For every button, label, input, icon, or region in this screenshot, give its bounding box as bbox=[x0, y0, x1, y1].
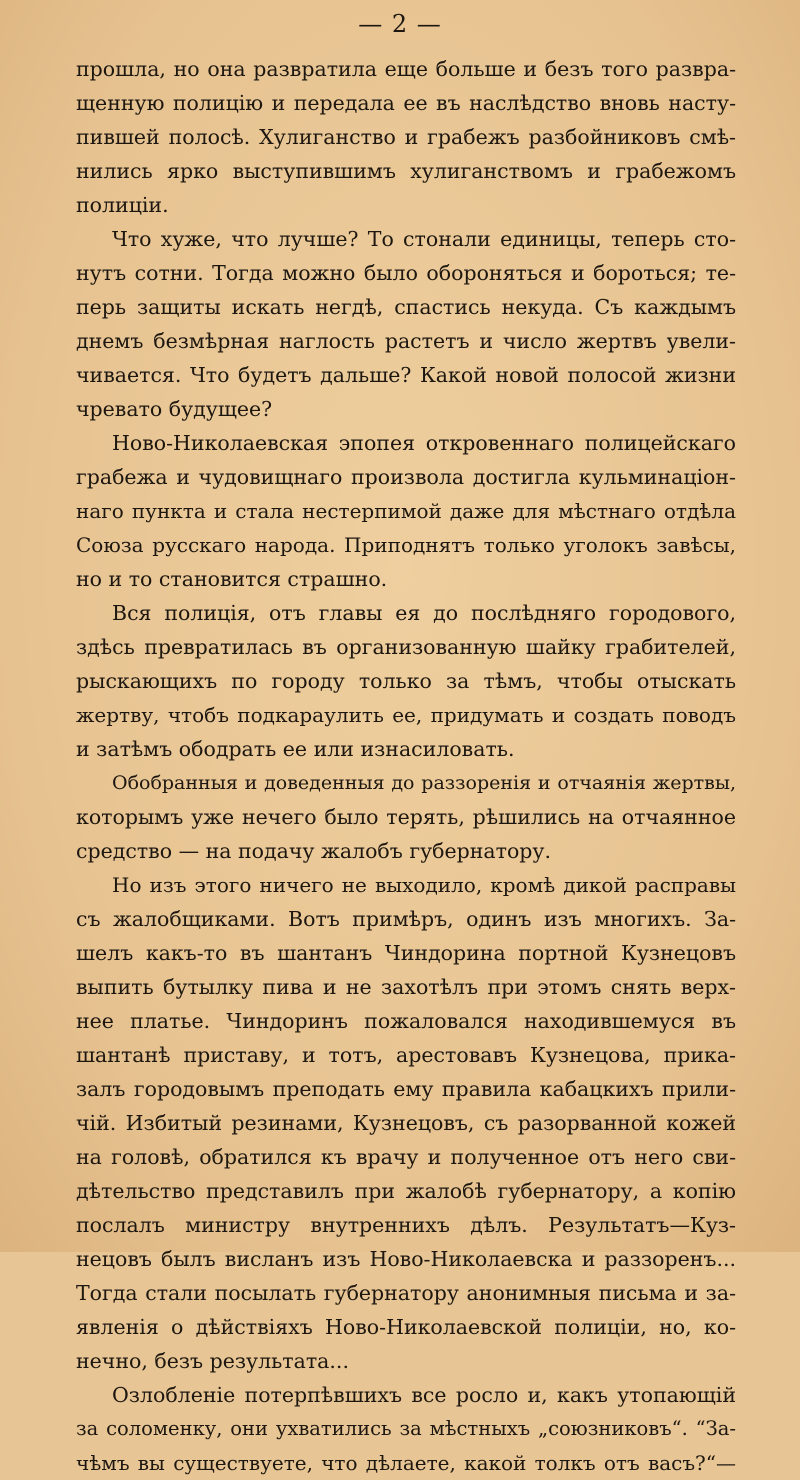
text-line: Вся полиція, отъ главы ея до послѣдняго городового, bbox=[112, 601, 736, 625]
text-line: средство — на подачу жалобъ губернатору. bbox=[76, 839, 551, 863]
text-line: шантанѣ приставу, и тотъ, арестовавъ Кузнецова, прика- bbox=[76, 1043, 736, 1067]
text-line: прошла, но она развратила еще больше и безъ того развра- bbox=[76, 57, 736, 81]
text-line: Что хуже, что лучше? То стонали единицы, теперь сто- bbox=[112, 227, 736, 251]
text-line: на головѣ, обратился къ врачу и полученное отъ него сви- bbox=[76, 1145, 736, 1169]
text-line: Тогда стали посылать губернатору анонимныя письма и за- bbox=[76, 1281, 736, 1305]
text-line: нутъ сотни. Тогда можно было обороняться и бороться; те- bbox=[76, 261, 736, 285]
text-line: и затѣмъ ободрать ее или изнасиловать. bbox=[76, 737, 515, 761]
text-line: здѣсь превратилась въ организованную шайку грабителей, bbox=[76, 635, 736, 659]
text-line: наго пункта и стала нестерпимой даже для мѣстнаго отдѣла bbox=[76, 499, 736, 523]
text-line: чій. Избитый резинами, Кузнецовъ, съ разорванной кожей bbox=[76, 1111, 736, 1135]
text-line: нецовъ былъ висланъ изъ Ново-Николаевска и раззоренъ... bbox=[76, 1247, 736, 1271]
text-line: рыскающихъ по городу только за тѣмъ, чтобы отыскать bbox=[76, 669, 736, 693]
text-line: Но изъ этого ничего не выходило, кромѣ дикой расправы bbox=[112, 873, 736, 897]
text-line: нее платье. Чиндоринъ пожаловался находившемуся въ bbox=[76, 1009, 736, 1033]
text-line: Озлобленіе потерпѣвшихъ все росло и, какъ утопающій bbox=[112, 1383, 736, 1407]
text-line: нились ярко выступившимъ хулиганствомъ и грабежомъ bbox=[76, 159, 736, 183]
body-text bbox=[76, 52, 736, 1480]
text-line: залъ городовымъ преподать ему правила кабацкихъ прили- bbox=[76, 1077, 736, 1101]
text-line: грабежа и чудовищнаго произвола достигла кульминаціон- bbox=[76, 465, 736, 489]
text-line: которымъ уже нечего было терять, рѣшились на отчаянное bbox=[76, 805, 736, 829]
page-number: — 2 — bbox=[358, 10, 442, 38]
text-line: за соломенку, они ухватились за мѣстныхъ „союзниковъ“. “За- bbox=[76, 1417, 736, 1440]
text-line: чѣмъ вы существуете, что дѣлаете, какой толкъ отъ васъ?“— bbox=[76, 1451, 736, 1475]
text-line: полиціи. bbox=[76, 193, 169, 217]
text-line: чивается. Что будетъ дальше? Какой новой полосой жизни bbox=[76, 363, 736, 387]
text-line: явленія о дѣйствіяхъ Ново-Николаевской полиціи, но, ко- bbox=[76, 1315, 736, 1339]
text-line: съ жалобщиками. Вотъ примѣръ, одинъ изъ многихъ. За- bbox=[76, 907, 736, 931]
text-line: шелъ какъ-то въ шантанъ Чиндорина портной Кузнецовъ bbox=[76, 941, 736, 965]
text-line: перь защиты искать негдѣ, спастись некуда. Съ каждымъ bbox=[76, 295, 736, 319]
text-line: днемъ безмѣрная наглость растетъ и число жертвъ увели- bbox=[76, 329, 736, 353]
text-line: Ново-Николаевская эпопея откровеннаго полицейскаго bbox=[112, 431, 736, 455]
text-line: щенную полицію и передала ее въ наслѣдство вновь насту- bbox=[76, 91, 736, 115]
text-line: жертву, чтобъ подкараулить ее, придумать и создать поводъ bbox=[76, 703, 736, 727]
text-line: послалъ министру внутреннихъ дѣлъ. Результатъ—Куз- bbox=[76, 1213, 736, 1237]
text-line: но и то становится страшно. bbox=[76, 567, 388, 591]
text-line: пившей полосѣ. Хулиганство и грабежъ разбойниковъ смѣ- bbox=[76, 125, 736, 149]
text-line: нечно, безъ результата... bbox=[76, 1349, 349, 1373]
text-line: Обобранныя и доведенныя до раззоренія и отчаянія жертвы, bbox=[112, 772, 736, 794]
text-line: чревато будущее? bbox=[76, 397, 273, 421]
text-line: дѣтельство представилъ при жалобѣ губернатору, а копію bbox=[76, 1179, 736, 1203]
text-line: выпить бутылку пива и не захотѣлъ при этомъ снять верх- bbox=[76, 975, 736, 999]
text-line: Союза русскаго народа. Приподнятъ только уголокъ завѣсы, bbox=[76, 533, 736, 557]
